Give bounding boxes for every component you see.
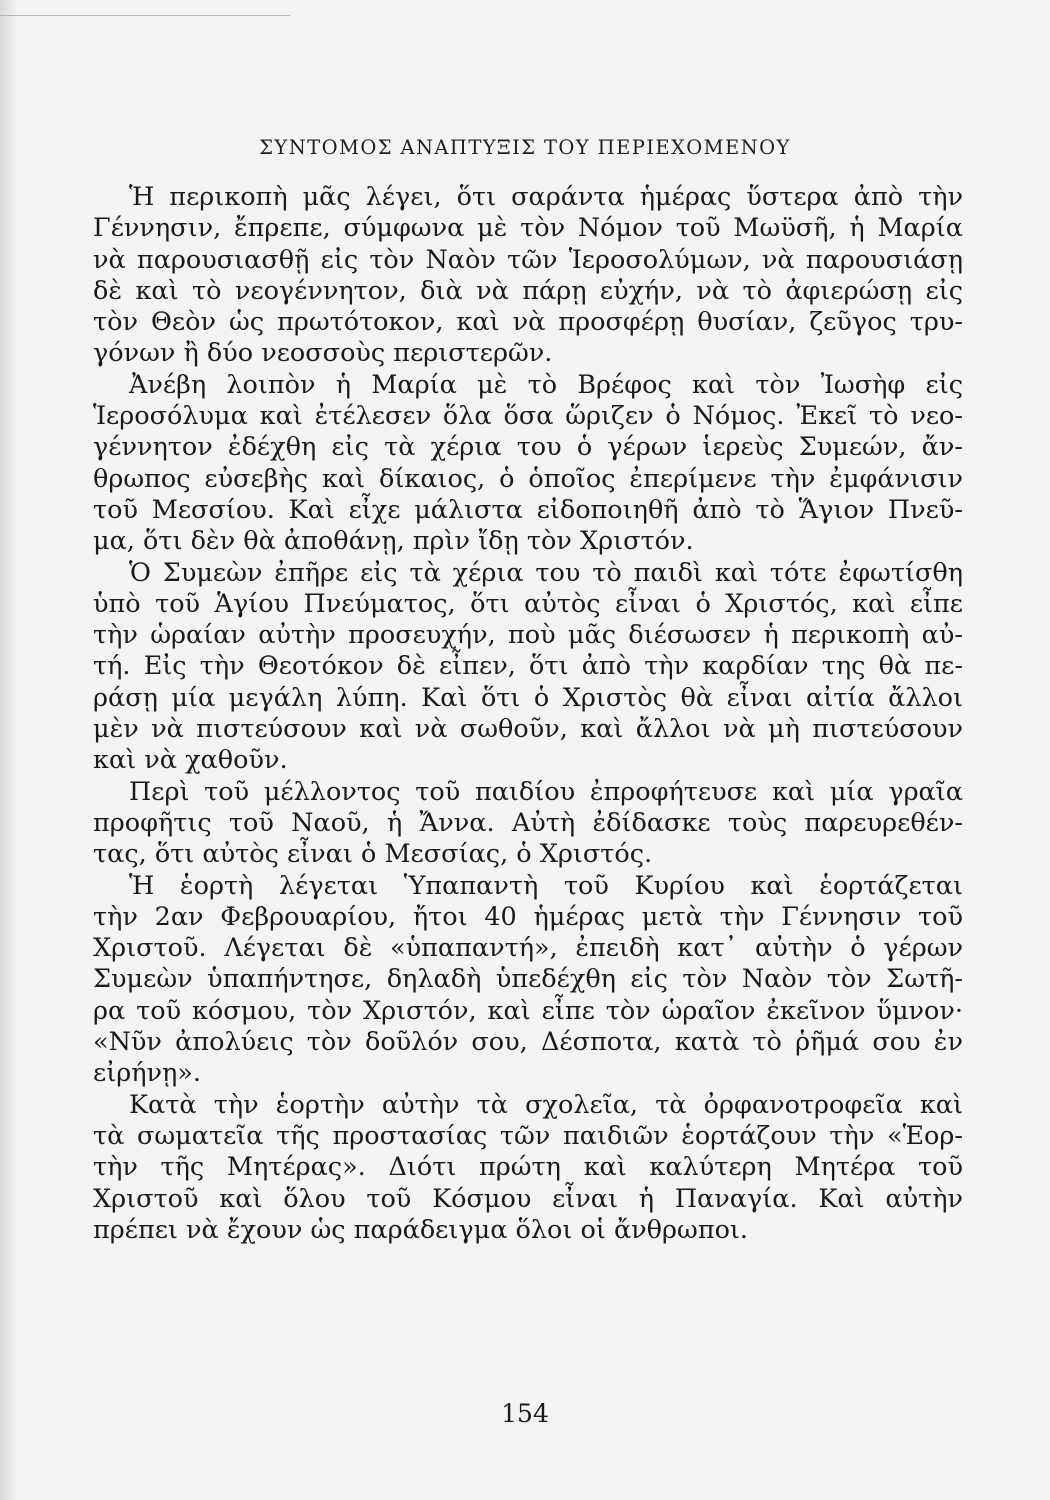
text-line: Ἱεροσόλυμα καὶ ἐτέλεσεν ὅλα ὅσα ὥριζεν ὁ Νόμος. Ἐκεῖ τὸ νεο-: [93, 401, 963, 432]
text-line: «Νῦν ἀπολύεις τὸν δοῦλόν σου, Δέσποτα, κατὰ τὸ ῥῆμά σου ἐν: [93, 1027, 963, 1058]
text-line: μὲν νὰ πιστεύσουν καὶ νὰ σωθοῦν, καὶ ἄλλοι νὰ μὴ πιστεύσουν: [93, 714, 963, 745]
text-line: Ἀνέβη λοιπὸν ἡ Μαρία μὲ τὸ Βρέφος καὶ τὸν Ἰωσὴφ εἰς: [129, 369, 963, 400]
text-line: ρα τοῦ κόσμου, τὸν Χριστόν, καὶ εἶπε τὸν ὡραῖον ἐκεῖνον ὕμνον·: [93, 995, 963, 1026]
text-line: Περὶ τοῦ μέλλοντος τοῦ παιδίου ἐπροφήτευσε καὶ μία γραῖα: [129, 776, 963, 807]
text-line: δὲ καὶ τὸ νεογέννητον, διὰ νὰ πάρῃ εὐχήν, νὰ τὸ ἀφιερώσῃ εἰς: [93, 275, 963, 306]
text-line: προφῆτις τοῦ Ναοῦ, ἡ Ἄννα. Αὐτὴ ἐδίδασκε τοὺς παρευρεθέν-: [93, 807, 963, 838]
text-line: νὰ παρουσιασθῇ εἰς τὸν Ναὸν τῶν Ἱεροσολύμων, νὰ παρουσιάσῃ: [93, 244, 963, 275]
text-line: Ἡ περικοπὴ μᾶς λέγει, ὅτι σαράντα ἡμέρας ὕστερα ἀπὸ τὴν: [129, 182, 963, 212]
text-line: εἰρήνῃ».: [93, 1058, 201, 1089]
text-line: ράσῃ μία μεγάλη λύπη. Καὶ ὅτι ὁ Χριστὸς θὰ εἶναι αἰτία ἄλλοι: [93, 682, 963, 713]
body-text: [93, 182, 963, 1246]
text-line: τὰ σωματεῖα τῆς προστασίας τῶν παιδιῶν ἑορτάζουν τὴν «Ἑορ-: [93, 1120, 963, 1151]
text-line: τὸν Θεὸν ὡς πρωτότοκον, καὶ νὰ προσφέρῃ θυσίαν, ζεῦγος τρυ-: [93, 307, 963, 338]
text-line: Ἡ ἑορτὴ λέγεται Ὑπαπαντὴ τοῦ Κυρίου καὶ ἑορτάζεται: [129, 870, 963, 901]
text-line: θρωπος εὐσεβὴς καὶ δίκαιος, ὁ ὁποῖος ἐπερίμενε τὴν ἐμφάνισιν: [93, 463, 963, 494]
text-line: Χριστοῦ καὶ ὅλου τοῦ Κόσμου εἶναι ἡ Παναγία. Καὶ αὐτὴν: [93, 1183, 963, 1214]
text-line: καὶ νὰ χαθοῦν.: [93, 745, 288, 776]
text-line: μα, ὅτι δὲν θὰ ἀποθάνῃ, πρὶν ἴδῃ τὸν Χριστόν.: [93, 526, 694, 557]
text-line: Κατὰ τὴν ἑορτὴν αὐτὴν τὰ σχολεῖα, τὰ ὀρφανοτροφεῖα καὶ: [129, 1089, 963, 1120]
text-line: τας, ὅτι αὐτὸς εἶναι ὁ Μεσσίας, ὁ Χριστός.: [93, 839, 653, 870]
text-line: Χριστοῦ. Λέγεται δὲ «ὑπαπαντή», ἐπειδὴ κατ᾽ αὐτὴν ὁ γέρων: [93, 933, 963, 964]
text-line: Συμεὼν ὑπαπήντησε, δηλαδὴ ὑπεδέχθη εἰς τὸν Ναὸν τὸν Σωτῆ-: [93, 964, 963, 995]
text-line: γέννητον ἐδέχθη εἰς τὰ χέρια του ὁ γέρων ἱερεὺς Συμεών, ἄν-: [93, 432, 963, 463]
text-line: πρέπει νὰ ἔχουν ὡς παράδειγμα ὅλοι οἱ ἄνθρωποι.: [93, 1214, 749, 1245]
text-line: τὴν 2αν Φεβρουαρίου, ἤτοι 40 ἡμέρας μετὰ τὴν Γέννησιν τοῦ: [93, 901, 963, 932]
section-heading: ΣΥΝΤΟΜΟΣ ΑΝΑΠΤΥΞΙΣ ΤΟΥ ΠΕΡΙΕΧΟΜΕΝΟΥ: [259, 136, 791, 159]
text-line: Γέννησιν, ἔπρεπε, σύμφωνα μὲ τὸν Νόμον τοῦ Μωϋσῆ, ἡ Μαρία: [93, 213, 963, 244]
text-line: τὴν ὡραίαν αὐτὴν προσευχήν, ποὺ μᾶς διέσωσεν ἡ περικοπὴ αὐ-: [93, 620, 963, 651]
text-line: τή. Εἰς τὴν Θεοτόκον δὲ εἶπεν, ὅτι ἀπὸ τὴν καρδίαν της θὰ πε-: [93, 651, 963, 682]
text-line: γόνων ἢ δύο νεοσσοὺς περιστερῶν.: [93, 338, 553, 369]
text-line: τοῦ Μεσσίου. Καὶ εἶχε μάλιστα εἰδοποιηθῆ ἀπὸ τὸ Ἅγιον Πνεῦ-: [93, 494, 963, 525]
text-line: τὴν τῆς Μητέρας». Διότι πρώτη καὶ καλύτερη Μητέρα τοῦ: [93, 1152, 963, 1183]
corner-rule-line: [0, 15, 290, 16]
scan-edge-shadow: [0, 0, 18, 1500]
page-number: 154: [501, 1399, 549, 1428]
text-line: ὑπὸ τοῦ Ἁγίου Πνεύματος, ὅτι αὐτὸς εἶναι ὁ Χριστός, καὶ εἶπε: [93, 588, 963, 619]
text-line: Ὁ Συμεὼν ἐπῆρε εἰς τὰ χέρια του τὸ παιδὶ καὶ τότε ἐφωτίσθη: [129, 557, 963, 588]
